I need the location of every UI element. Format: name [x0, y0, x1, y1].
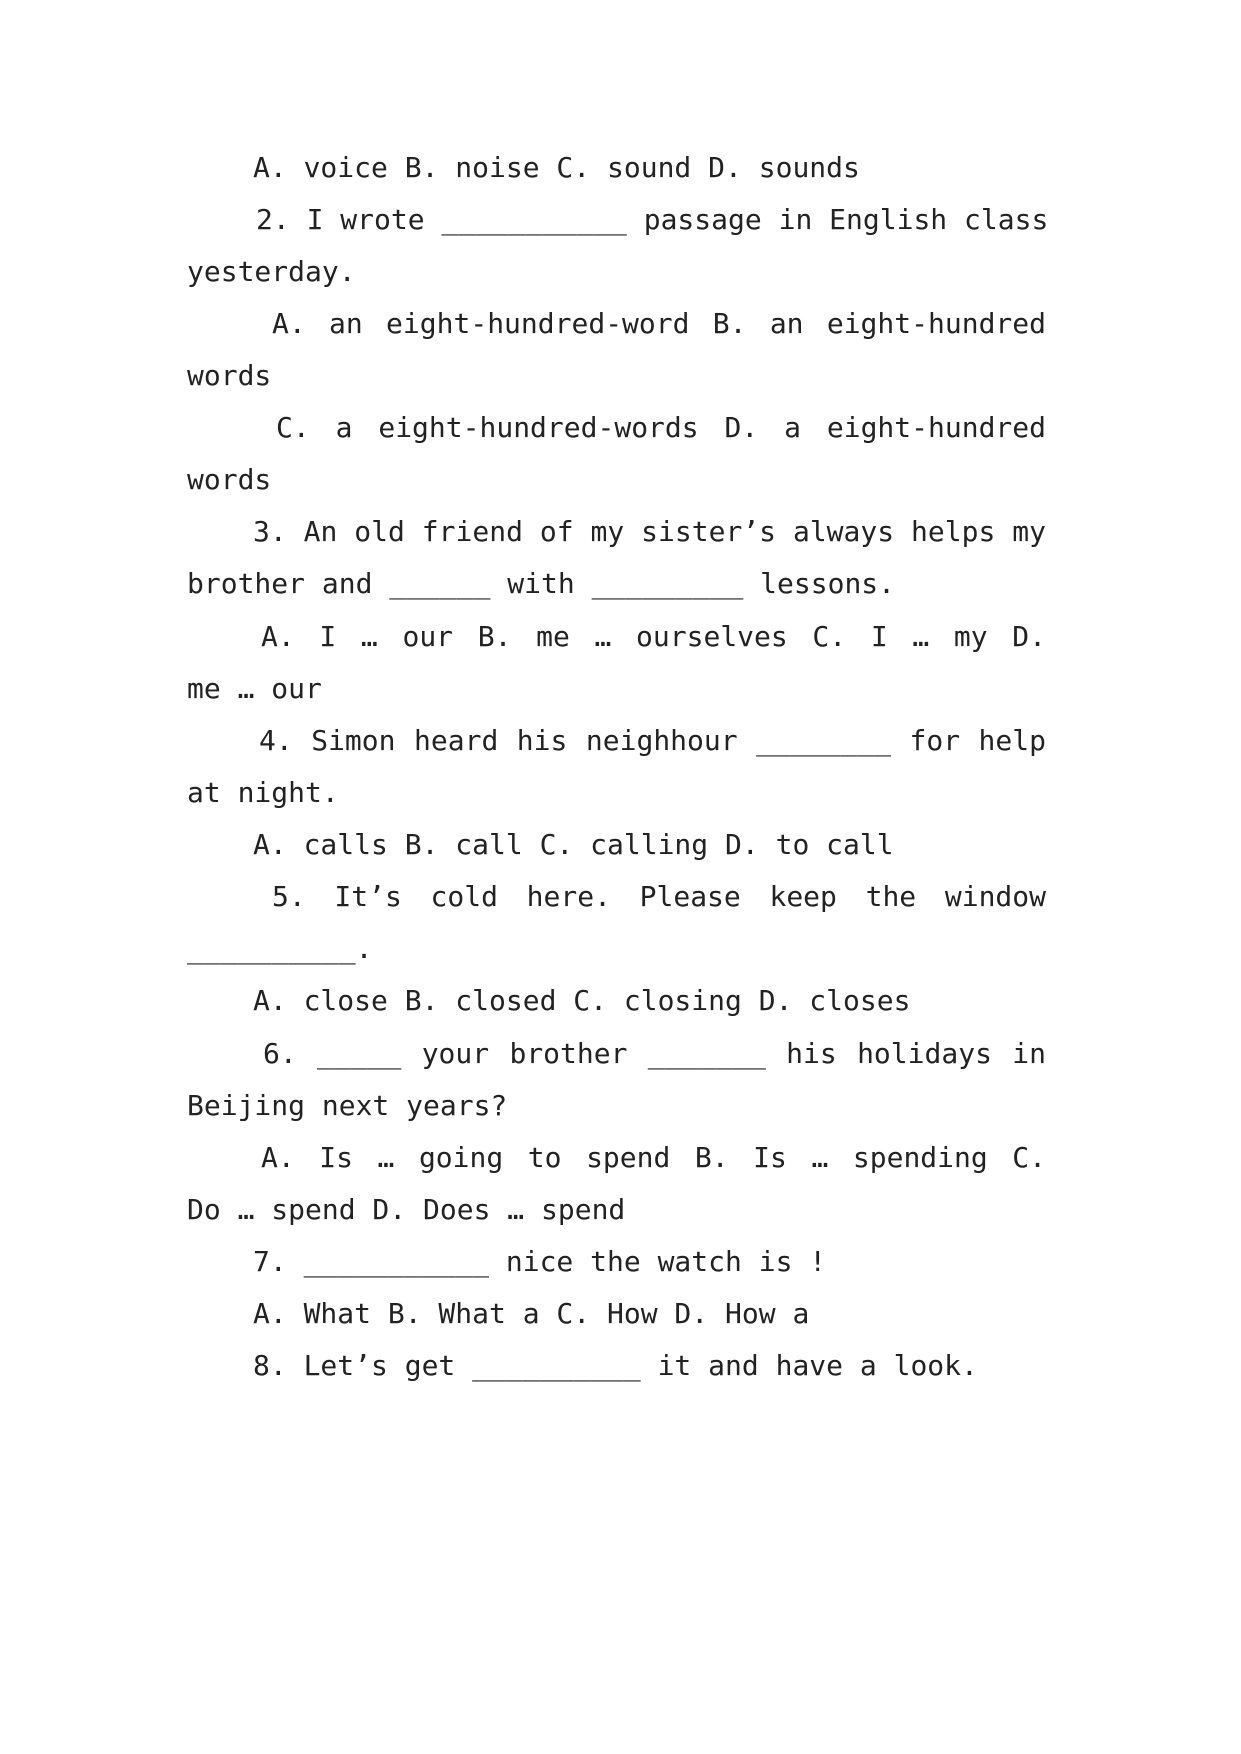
option-line: A. Is … going to spend B. Is … spending C.: [261, 1141, 1046, 1174]
option-line: A. calls B. call C. calling D. to call: [253, 828, 894, 861]
option-line: words: [187, 463, 272, 496]
question-line: at night.: [187, 776, 339, 809]
question-line: yesterday.: [187, 255, 356, 288]
option-line: me … our: [187, 672, 322, 705]
option-line: A. close B. closed C. closing D. closes: [253, 984, 911, 1017]
option-line: A. an eight-hundred-word B. an eight-hundred: [272, 307, 1046, 340]
question-line: 2. I wrote ___________ passage in English class: [256, 203, 1049, 236]
question-line: 7. ___________ nice the watch is !: [253, 1245, 827, 1278]
question-line: 5. It’s cold here. Please keep the window: [272, 880, 1046, 913]
question-line: 3. An old friend of my sister’s always helps my: [253, 515, 1046, 548]
question-line: 8. Let’s get __________ it and have a look.: [253, 1349, 978, 1382]
question-line: Beijing next years?: [187, 1089, 508, 1122]
question-line: 6. _____ your brother _______ his holidays in: [263, 1037, 1046, 1070]
option-line: A. What B. What a C. How D. How a: [253, 1297, 810, 1330]
option-line: Do … spend D. Does … spend: [187, 1193, 626, 1226]
option-line: A. voice B. noise C. sound D. sounds: [253, 151, 860, 184]
question-line: brother and ______ with _________ lessons.: [187, 567, 896, 600]
option-line: C. a eight-hundred-words D. a eight-hundred: [276, 411, 1046, 444]
question-line: 4. Simon heard his neighhour ________ for help: [259, 724, 1046, 757]
option-line: words: [187, 359, 272, 392]
option-line: A. I … our B. me … ourselves C. I … my D.: [261, 620, 1046, 653]
question-line: __________.: [187, 932, 373, 965]
